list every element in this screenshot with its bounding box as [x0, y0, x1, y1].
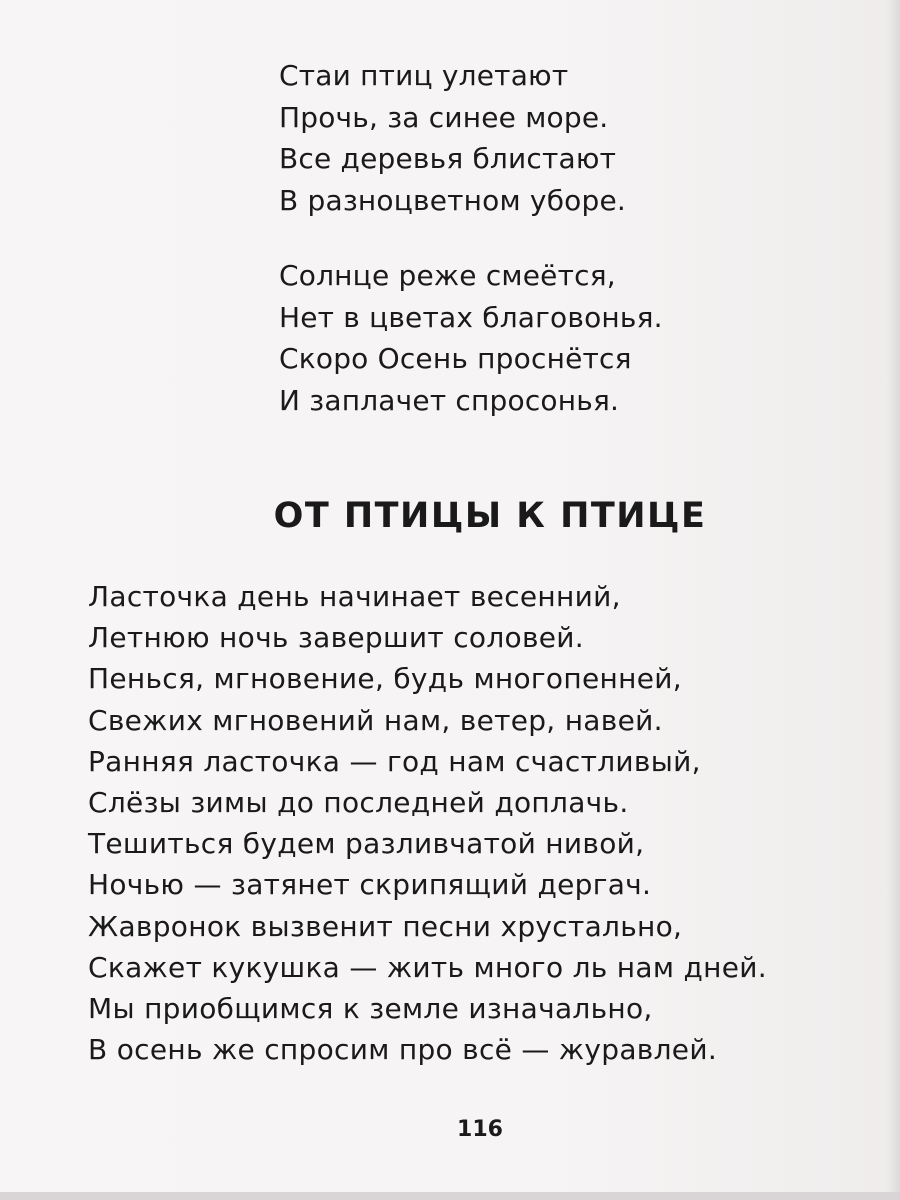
poem-stanza-1	[279, 55, 626, 221]
binding-shadow	[886, 0, 900, 1200]
verse-line: Ласточка день начинает весенний,	[88, 580, 621, 613]
verse-line: Летнюю ночь завершит соловей.	[88, 621, 584, 655]
verse-line: Ранняя ласточка — год нам счастливый,	[88, 744, 701, 778]
verse-line: Свежих мгновений нам, ветер, навей.	[88, 703, 663, 737]
poem-stanza-2	[279, 255, 663, 421]
verse-line: Стаи птиц улетают	[279, 59, 569, 92]
poem-title: ОТ ПТИЦЫ К ПТИЦЕ	[273, 496, 707, 536]
verse-line: В осень же спросим про всё — журавлей.	[88, 1033, 718, 1067]
verse-line: Скажет кукушка — жить много ль нам дней.	[88, 950, 767, 984]
verse-line: Слёзы зимы до последней доплачь.	[88, 786, 629, 820]
verse-line: И заплачет спросонья.	[279, 383, 620, 417]
verse-line: Пенься, мгновение, будь многопенней,	[88, 662, 682, 696]
verse-line: Солнце реже смеётся,	[279, 259, 616, 292]
verse-line: Прочь, за синее море.	[279, 100, 609, 134]
verse-line: Все деревья блистают	[279, 142, 617, 175]
verse-line: Ночью — затянет скрипящий дергач.	[88, 868, 652, 902]
page-number: 116	[457, 1117, 503, 1142]
verse-line: Нет в цветах благовонья.	[279, 300, 663, 334]
poem-body	[88, 576, 767, 1070]
verse-line: Скоро Осень проснётся	[279, 342, 632, 375]
verse-line: Жаврoнок вызвенит песни хрустально,	[88, 909, 683, 943]
verse-line: В разноцветном уборе.	[279, 183, 626, 217]
verse-line: Мы приобщимся к земле изначально,	[88, 992, 653, 1026]
verse-line: Тешиться будем разливчатой нивой,	[88, 827, 645, 861]
page-edge	[0, 1192, 900, 1200]
